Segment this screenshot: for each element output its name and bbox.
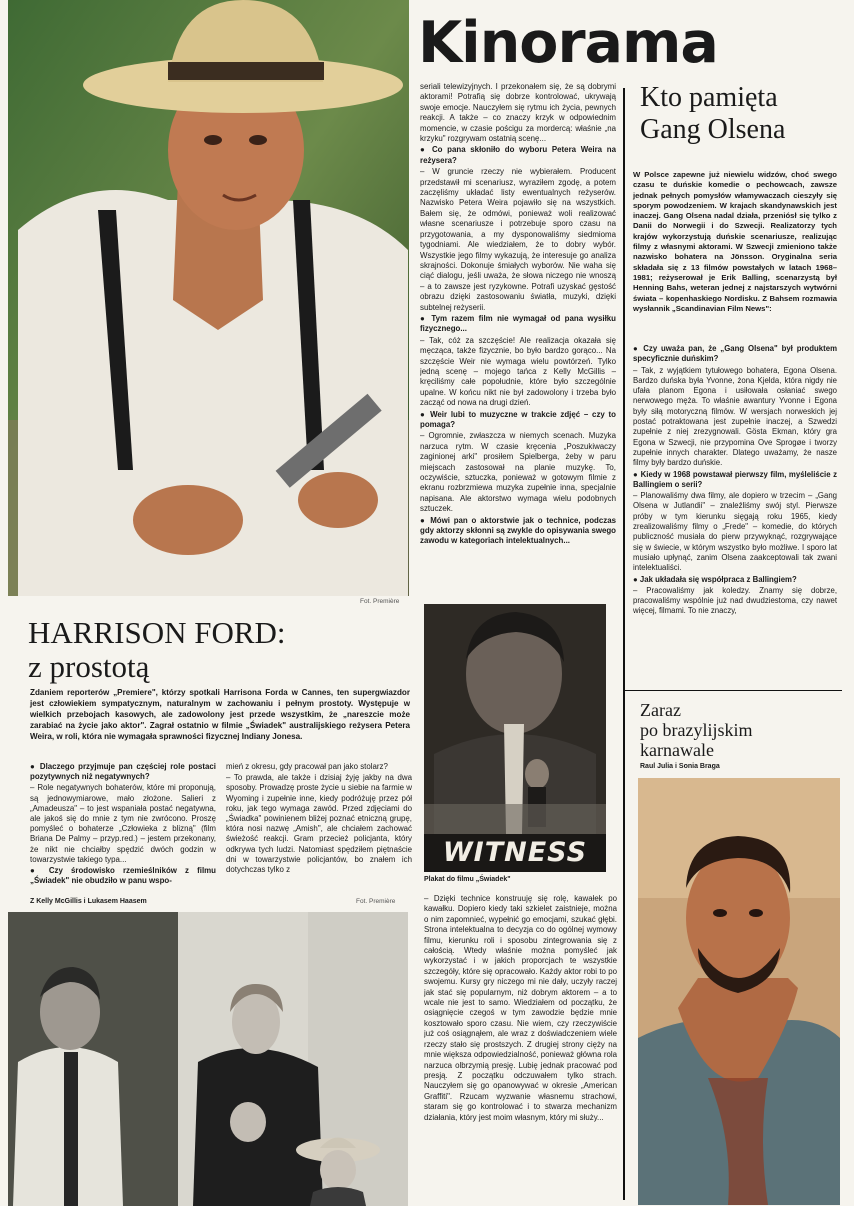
interview-question: ● Tym razem film nie wymagał od pana wysiłku fizycznego...	[420, 314, 616, 335]
photo-harrison-ford-hat	[8, 0, 409, 596]
third-article-title-line1: Zaraz	[640, 700, 681, 720]
photo-credit-top: Fot. Première	[360, 598, 400, 605]
photo-caption-julia-braga: Raul Julia i Sonia Braga	[640, 763, 720, 770]
interview-answer: – Tak, z wyjątkiem tytułowego bohatera, Egona Olsena. Bardzo duńska była Yvonne, żona Kjelda, która nigdy nie ufała planom Egona i usiłowała osłaniać swego nerwowego męża. To właśnie awantury Yvonne i Egona były siłą motoryczną filmów. W wersjach norweskich jej postać potraktowana jest zupełnie inaczej, a Szwedzi zupełnie z niej zrezygnowali. Gösta Ekman, który gra Egona w Szwecji, nie przypomina Ove Sprogøe i tworzy zupełnie innych charakter. Dlatego uważamy, że nasze filmy były bardzo duńskie.	[633, 365, 837, 468]
side-article-title-line2: Gang Olsena	[640, 114, 786, 145]
masthead-kinorama: Kinorama	[418, 10, 718, 76]
interview-answer: seriali telewizyjnych. I przekonałem się, że są dobrymi aktorami! Potrafią się dobrze kontrolować, ukrywają swoje emocje. Nauczyłem się rytmu ich życia, pewnych reakcji. A także – co znaczy krzyk w odpowiednim momencie, w czasie pościgu za mordercą: właśnie „na krzyku" rozgrywam ostatnią scenę...	[420, 82, 616, 144]
interview-answer: – Tak, cóż za szczęście! Ale realizacja okazała się męcząca, także fizycznie, bo było bardzo gorąco... Na szczęście Weir nie wymaga wielu powtórzeń. Tylko jedną scenę – mojego tańca z Kelly McGillis – kręciliśmy całe popołudnie, które było szczególnie upalne. W końcu nikt nie był zadowolony i trzeba było zacząć od nowa na drugi dzień.	[420, 335, 616, 408]
interview-question: ● Czy środowisko rzemieślników z filmu „Świadek" nie obudziło w panu wspo-	[30, 866, 216, 886]
third-article-title-line3: karnawale	[640, 740, 714, 760]
witness-poster	[424, 604, 606, 872]
main-article-column-1	[30, 762, 216, 894]
main-article-title-line2: z prostotą	[28, 650, 150, 684]
witness-poster-title: WITNESS	[442, 837, 588, 868]
interview-answer: – Pracowaliśmy jak koledzy. Znamy się dobrze, pracowaliśmy wspólnie już nad dwudziestoma, czy nawet więcej, filmami. To nie znaczy,	[633, 585, 837, 616]
interview-question: ● Jak układała się współpraca z Ballingiem?	[633, 575, 837, 585]
photo-ford-mcgillis-haas	[8, 912, 408, 1206]
interview-answer: mień z okresu, gdy pracował pan jako stolarz?	[226, 762, 388, 771]
main-article-column-2	[226, 762, 412, 894]
main-article-column-4	[424, 894, 617, 1204]
interview-answer: – To prawda, ale także i dzisiaj żyję jakby na dwa sposoby. Prowadzę proste życie u siebie na farmie w Wyoming i zupełnie inne, kiedy podróżuję przez pół roku, jak tego wymaga zawód. Przed zdjęciami do „Świadka" powinienem bliżej poznać etniczną grupę, która nosi nazwę „Amish", ale chciałem zachować świeżość reakcji. Gram przecież policjanta, który odkrywa tych ludzi. Natomiast spędziłem piętnaście dni w towarzystwie policjantów, bo znałem ich dotychczas tylko z	[226, 773, 412, 875]
third-article-title-line2: po brazylijskim	[640, 720, 753, 740]
interview-question: ● Czy uważa pan, że „Gang Olsena" był produktem specyficznie duńskim?	[633, 344, 837, 365]
interview-question: ● Kiedy w 1968 powstawał pierwszy film, myśleliście z Ballingiem o serii?	[633, 470, 837, 491]
interview-question: ● Co pana skłoniło do wyboru Petera Weira na reżysera?	[420, 145, 616, 166]
main-article-lead: Zdaniem reporterów „Premiere", którzy spotkali Harrisona Forda w Cannes, ten supergwiazdor jest człowiekiem sympatycznym, naturalnym w zachowaniu i pełnym prostoty. Występuje w wielkich przebojach kasowych, ale zadowolony jest przede wszystkim, że „nareszcie może zarabiać na życie jako aktor". Zagrał ostatnio w filmie „Świadek" australijskiego reżysera Petera Weira, w roli, która nie wymagała sprawności fizycznej Indiany Jonesa.	[30, 688, 410, 741]
interview-answer: – Planowaliśmy dwa filmy, ale dopiero w trzecim – „Gang Olsena w Jutlandii" – znaleźliśmy swój styl. Pierwsze próby w tym kierunku sięgają roku 1965, kiedy zrealizowaliśmy filmy o „Frede" – komedie, do których publiczność musiała do pierw przywyknąć, rozgrywające się w świecie, w którym wszystko było możliwe. I sporo lat musiało upłynąć, zanim Olsena zaakceptowali tak zwani intelektualiści.	[633, 491, 837, 573]
column-divider-right	[623, 88, 625, 1200]
interview-answer: – Ogromnie, zwłaszcza w niemych scenach. Muzyka narzuca rytm. W czasie kręcenia „Poszukiwaczy zaginionej arki" prosiłem Spielberga, żeby w paru miejscach zastosował na planie muzykę. To, oczywiście, sztuczka, ponieważ w gotowym filmie z ekranu rozbrzmiewa muzyka zupełnie inna, specjalnie napisana. Ale aktorstwo wymaga wielu podobnych sztuczek.	[420, 431, 616, 514]
interview-question: ● Dlaczego przyjmuje pan częściej role postaci pozytywnych niż negatywnych?	[30, 762, 216, 782]
side-article-title-line1: Kto pamięta	[640, 82, 778, 113]
photo-credit-mid: Fot. Première	[356, 898, 396, 905]
side-article-divider	[625, 690, 842, 691]
photo-raul-julia	[638, 778, 840, 1205]
interview-question: ● Mówi pan o aktorstwie jak o technice, podczas gdy aktorzy skłonni są zwykle do opisywania swego zawodu w kategoriach intelektualnych...	[420, 516, 616, 547]
main-article-title-line1: HARRISON FORD:	[28, 616, 286, 650]
interview-answer: – Dzięki technice konstruuję się rolę, kawałek po kawałku. Dopiero kiedy taki szkielet zaistnieje, można o nim zapomnieć, wypełnić go emocjami, szukać głębi. Strona intelektualna to decyzja co do ogólnej wymowy filmu, kierunku roli i sposobu zintegrowania się z całością. Wtedy właśnie można pomyśleć jak wykorzystać i w jakich proporcjach te wszystkie szczegóły, które się opracowało. Każdy aktor robi to po swojemu. Kursy gry niczego mi nie dały, uczyły raczej jak stać się popularnym, niż dobrym aktorem – a to wcale nie jest to samo. Wiedziałem od początku, że osiągnięcie czegoś w tym zawodzie będzie mnie kosztowało sporo czasu. Nie wiem, czy rzeczywiście już coś osiągnąłem, ale wraz z doświadczeniem wiele rzeczy stało się prostszych. Z drugiej strony cięży na mnie większa odpowiedzialność, ponieważ główna rola narzuca olbrzymią presję. Lubię jednak pracować pod presją. Z początku odczuwałem tylko strach. Nauczyłem się go opanowywać w okresie „American Graffiti". Rzucam wyzwanie własnemu strachowi, staram się go kontrolować i to stwarza mechanizm działania, który jest moim własnym, który mi służy...	[424, 894, 617, 1122]
main-article-column-3	[420, 82, 616, 600]
side-article-body	[633, 344, 837, 690]
side-article-lead: W Polsce zapewne już niewielu widzów, choć swego czasu te duńskie komedie o pechowcach, zawsze jednak pełnych pomysłów włamywaczach cieszyły się sporym powodzeniem. W krajach skandynawskich jest inaczej. Gang Olsena nadal działa, przeniósł się tylko z Danii do Norwegii i do Szwecji. Realizatorzy tych krajów wykorzystują duńskie scenariusze, realizując filmy z własnymi aktorami. W Szwecji zmieniono także nazwisko bohatera na Jönsson. Oryginalna seria składała się z 13 filmów powstałych w latach 1968–1981; reżyserował je Erik Balling, scenarzystą był Henning Bahs, weteran jednej z najstarszych wytwórni świata – kopenhaskiego Nordisku. Z Bahsem rozmawia wysłannik „Scandinavian Film News":	[633, 170, 837, 313]
interview-answer: – W gruncie rzeczy nie wybierałem. Producent przedstawił mi scenariusz, wyraziłem zgodę, a potem zaczęliśmy układać listy ewentualnych reżyserów. Nazwisko Petera Weira pojawiło się na wszystkich. Bałem się, że odmówi, ponieważ woli realizować własne scenariusze i potrzebuje sporo czasu na przygotowania, a my dysponowaliśmy siedmioma tygodniami. Ale wiedziałem, że to dobry wybór. Wszystkie jego filmy wykazują, że interesuje go analiza skrajności. Dokonuje śmiałych wyborów. Nie waha się ciąć dialogu, jeśli uważa, że słowa niczego nie wnoszą – a to zawsze jest ryzykowne. Potrafi uzyskać gęstość obrazu dzięki zastosowaniu światła, muzyki, dzięki subtelnej reżyserii.	[420, 167, 616, 312]
interview-question: ● Weir lubi to muzyczne w trakcie zdjęć – czy to pomaga?	[420, 410, 616, 431]
photo-caption-mcgillis-haas: Z Kelly McGillis i Lukasem Haasem	[30, 898, 147, 905]
poster-caption: Plakat do filmu „Świadek"	[424, 876, 511, 883]
interview-answer: – Role negatywnych bohaterów, które mi proponują, są jednowymiarowe, mało złożone. Salieri z „Amadeusza" – to jest wspaniała postać negatywna, ale jakoś się do mnie z tym nie zwrócono. Proszę pomyśleć o bohaterze „Człowieka z blizną" (film Briana De Palmy – przyp.red.) – jestem przekonany, że nikt nie chciałby spędzić dwóch godzin w towarzystwie takiego typa...	[30, 783, 216, 864]
